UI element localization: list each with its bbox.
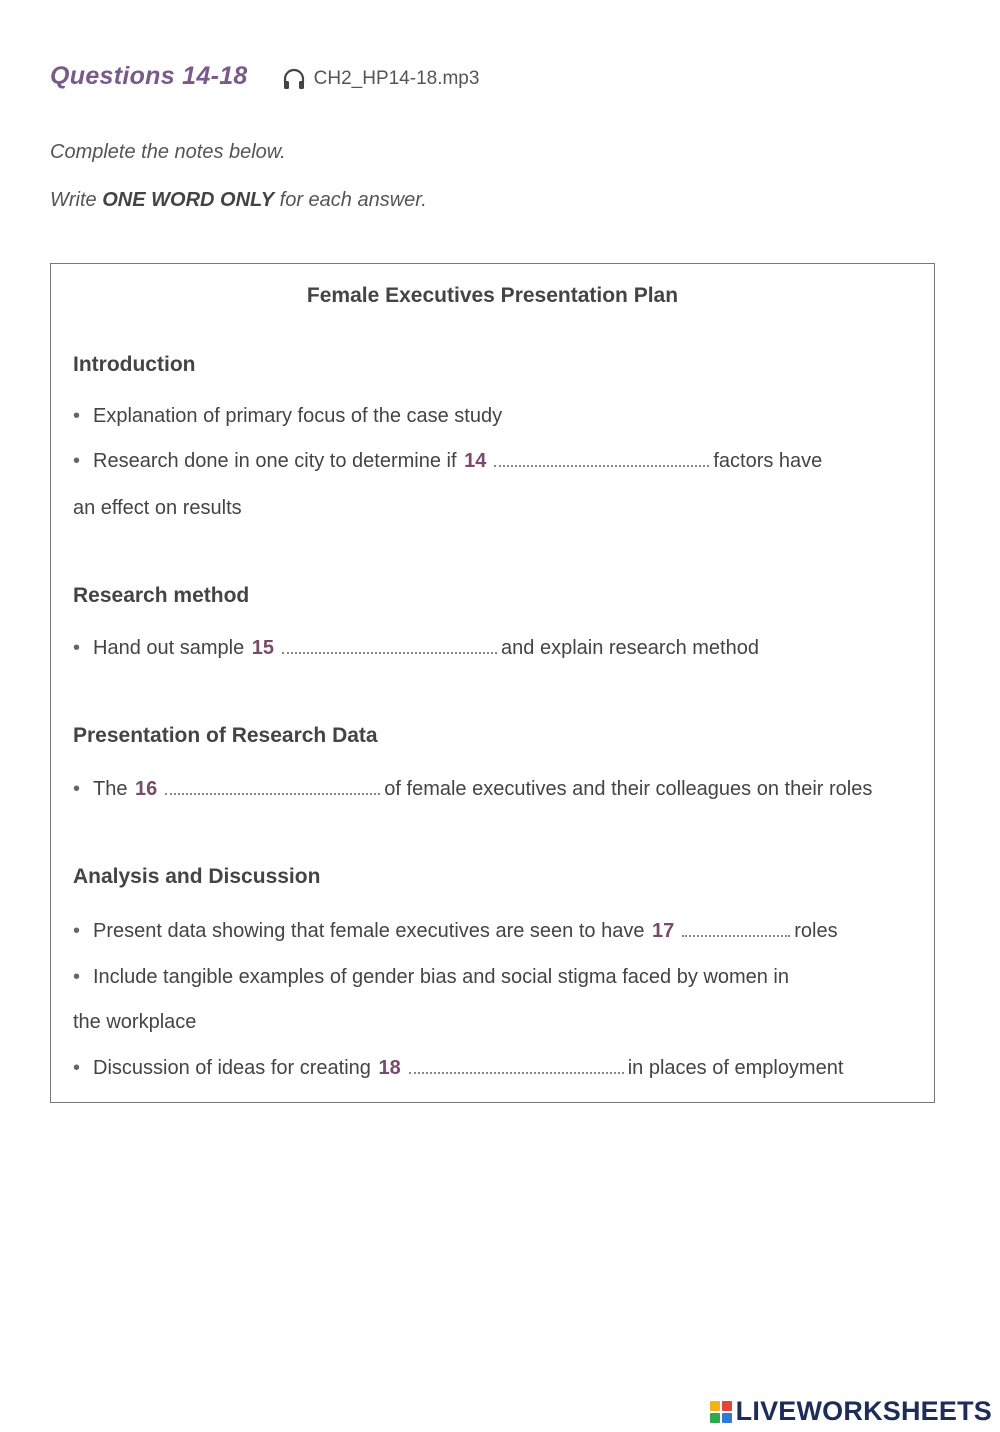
answer-blank-14[interactable]	[494, 461, 709, 467]
audio-link[interactable]	[282, 64, 480, 90]
question-number-16: 16	[135, 778, 158, 800]
question-number-18: 18	[378, 1057, 401, 1079]
intro-item-2-pre: Research done in one city to determine if	[93, 450, 457, 472]
research-item-1	[73, 637, 759, 660]
instruction-line-1: Complete the notes below.	[50, 141, 286, 163]
section-heading-analysis: Analysis and Discussion	[73, 865, 321, 888]
bullet: •	[73, 637, 81, 659]
analysis-item-1-pre: Present data showing that female executives are seen to have	[93, 920, 645, 942]
presentation-item-1-post: of female executives and their colleagues on their roles	[384, 778, 873, 800]
bullet: •	[73, 450, 81, 472]
bullet: •	[73, 1057, 81, 1079]
analysis-item-3-pre: Discussion of ideas for creating	[93, 1057, 371, 1079]
section-heading-introduction: Introduction	[73, 353, 196, 376]
question-header	[50, 62, 479, 91]
analysis-item-1-post: roles	[794, 920, 838, 942]
liveworksheets-logo-icon	[710, 1401, 732, 1423]
instruction-emphasis: ONE WORD ONLY	[102, 189, 275, 211]
analysis-item-2-continued: the workplace	[73, 1011, 197, 1033]
question-number-17: 17	[652, 920, 675, 942]
intro-item-1-text: Explanation of primary focus of the case study	[93, 405, 503, 427]
intro-item-2	[73, 450, 822, 473]
research-item-1-post: and explain research method	[501, 637, 759, 659]
question-number-14: 14	[464, 450, 487, 472]
question-number-15: 15	[251, 637, 275, 659]
intro-item-1	[73, 405, 502, 428]
bullet: •	[73, 778, 81, 800]
liveworksheets-brand	[710, 1396, 992, 1427]
intro-item-2-post: factors have	[713, 450, 823, 472]
bullet: •	[73, 920, 81, 942]
answer-blank-15[interactable]	[282, 648, 497, 654]
headphones-icon	[282, 68, 306, 90]
section-heading-research-method: Research method	[73, 584, 250, 607]
research-item-1-pre: Hand out sample	[93, 637, 245, 659]
instruction-line-2	[50, 189, 427, 212]
notes-box	[50, 263, 935, 1103]
answer-blank-17[interactable]	[682, 931, 790, 937]
answer-blank-18[interactable]	[409, 1068, 624, 1074]
intro-item-2-continued: an effect on results	[73, 497, 242, 519]
questions-title: Questions 14-18	[50, 62, 248, 90]
analysis-item-3	[73, 1057, 843, 1080]
instruction-post: for each answer.	[279, 189, 427, 211]
bullet: •	[73, 405, 81, 427]
presentation-item-1	[73, 778, 872, 801]
section-heading-presentation: Presentation of Research Data	[73, 724, 378, 747]
instruction-pre: Write	[50, 189, 97, 211]
analysis-item-3-post: in places of employment	[627, 1057, 844, 1079]
brand-name: LIVEWORKSHEETS	[735, 1396, 992, 1426]
analysis-item-2-text: Include tangible examples of gender bias and social stigma faced by women in	[93, 966, 789, 988]
presentation-item-1-pre: The	[93, 778, 128, 800]
bullet: •	[73, 966, 81, 988]
audio-file-label[interactable]: CH2_HP14-18.mp3	[313, 67, 480, 89]
answer-blank-16[interactable]	[165, 789, 380, 795]
analysis-item-2	[73, 966, 789, 989]
plan-title: Female Executives Presentation Plan	[306, 284, 679, 307]
analysis-item-1	[73, 920, 838, 943]
